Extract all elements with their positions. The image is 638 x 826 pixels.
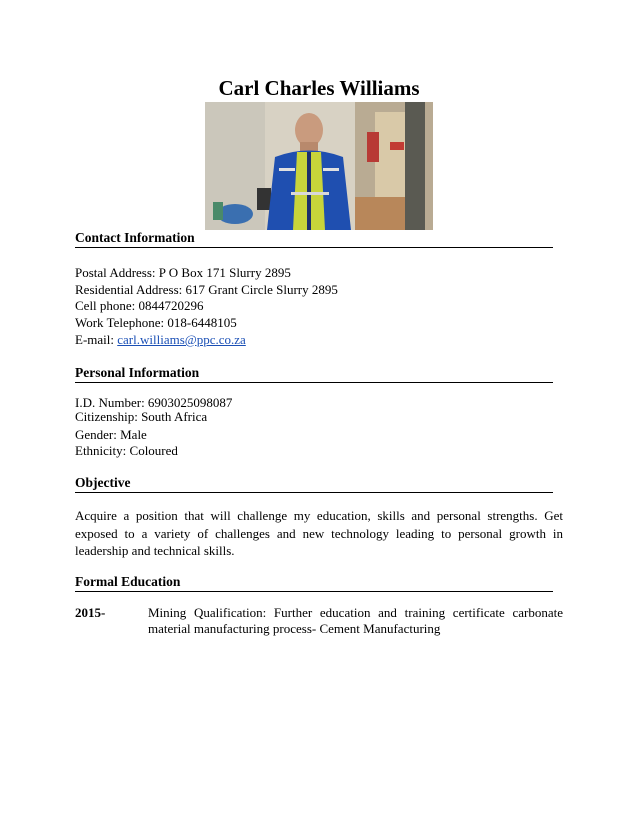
email-link[interactable]: carl.williams@ppc.co.za [117, 332, 246, 347]
contact-heading: Contact Information [75, 231, 553, 248]
postal-address: Postal Address: P O Box 171 Slurry 2895 [75, 265, 291, 280]
objective-heading: Objective [75, 476, 553, 493]
gender: Gender: Male [75, 427, 147, 442]
work-telephone: Work Telephone: 018-6448105 [75, 315, 237, 330]
id-number: I.D. Number: 6903025098087 [75, 395, 233, 410]
profile-photo [205, 102, 433, 230]
education-description: Mining Qualification: Further education and training certificate carbonate material manufacturing process- Cement Manufacturing [148, 605, 563, 636]
profile-photo-image [205, 102, 433, 230]
email-label: E-mail: [75, 332, 114, 347]
email-row [75, 332, 246, 348]
residential-address: Residential Address: 617 Grant Circle Slurry 2895 [75, 282, 338, 297]
person-name: Carl Charles Williams [218, 76, 420, 100]
objective-text: Acquire a position that will challenge my education, skills and personal strengths. Get exposed to a variety of challenges and new technology leading to personal growth in leadership and technical skills. [75, 508, 563, 558]
ethnicity: Ethnicity: Coloured [75, 443, 178, 458]
education-heading: Formal Education [75, 575, 553, 592]
education-year: 2015- [75, 605, 106, 620]
personal-heading: Personal Information [75, 366, 553, 383]
citizenship: Citizenship: South Africa [75, 409, 208, 424]
cell-phone: Cell phone: 0844720296 [75, 298, 204, 313]
